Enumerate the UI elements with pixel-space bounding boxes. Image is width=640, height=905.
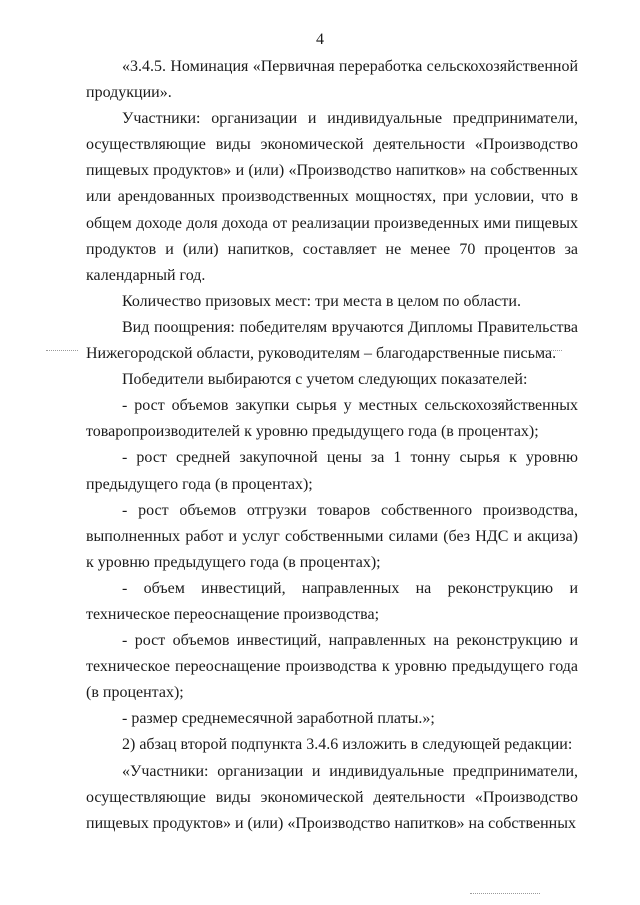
paragraph-amendment: 2) абзац второй подпункта 3.4.6 изложить в следующей редакции: — [122, 736, 573, 754]
page-number: 4 — [316, 31, 324, 48]
paragraph-participants: Участники: организации и индивидуальные предприниматели, осуществляющие виды экономической деятельности «Производство пищевых продуктов» и (или) «Производство напитков» на собственных или арендованных производственных мощностях, при условии, что в общем доходе доля дохода от реализации произведенных ими пищевых продуктов и (или) напитков, составляет не менее 70 процентов за календарный год. — [86, 110, 578, 284]
paragraph-criterion-raw-purchase: - рост объемов закупки сырья у местных сельскохозяйственных товаропроизводителей к уровню предыдущего года (в процентах); — [86, 397, 578, 441]
paragraph-criterion-salary: - размер среднемесячной заработной платы.»; — [122, 710, 435, 728]
paragraph-criterion-shipment: - рост объемов отгрузки товаров собственного производства, выполненных работ и услуг собственными силами (без НДС и акциза) к уровню предыдущего года (в процентах); — [86, 501, 578, 571]
paragraph-prize-places: Количество призовых мест: три места в целом по области. — [122, 292, 521, 310]
paragraph-award-type: Вид поощрения: победителям вручаются Дипломы Правительства Нижегородской области, руководителям – благодарственные письма. — [86, 318, 578, 363]
paragraph-criteria-intro: Победители выбираются с учетом следующих показателей: — [122, 371, 528, 389]
paragraph-new-participants: «Участники: организации и индивидуальные предприниматели, осуществляющие виды экономической деятельности «Производство пищевых продуктов» и (или) «Производство напитков» на собственных — [86, 762, 578, 832]
paragraph-criterion-purchase-price: - рост средней закупочной цены за 1 тонну сырья к уровню предыдущего года (в процентах); — [86, 449, 578, 493]
scan-speck — [540, 350, 562, 352]
paragraph-criterion-investment-growth: - рост объемов инвестиций, направленных на реконструкцию и техническое переоснащение производства к уровню предыдущего года (в процентах); — [86, 632, 578, 702]
scan-speck — [46, 350, 78, 352]
document-body — [86, 54, 578, 837]
paragraph-criterion-investment: - объем инвестиций, направленных на реконструкцию и техническое переоснащение производства; — [86, 579, 578, 623]
scan-speck — [470, 893, 540, 895]
paragraph-nomination-title: «3.4.5. Номинация «Первичная переработка сельскохозяйственной продукции». — [86, 58, 578, 102]
